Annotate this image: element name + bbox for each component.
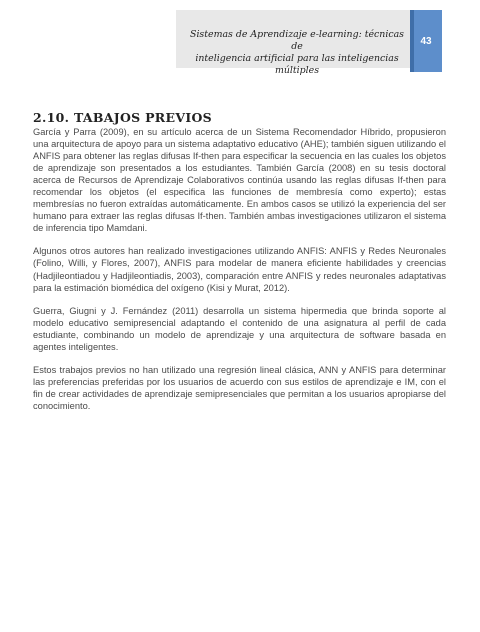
page-number: 43	[420, 36, 432, 47]
paragraph-1: García y Parra (2009), en su artículo acerca de un Sistema Recomendador Híbrido, propusieron una arquitectura de apoyo para un sistema adaptativo educativo (AHE); también siguen utilizando el ANFIS para obtener las reglas difusas If-then para especificar la secuencia en las cuales los objetos de aprendizaje son presentados a los estudiantes. También García (2008) en su tesis doctoral acerca de Recursos de Aprendizaje Colaborativos continúa usando las reglas difusas If-then para recomendar los objetos (el especifica las funciones de membresía como experto); estas membresías no fueron extraídas automáticamente. En ambos casos se utilizó la experiencia del ser humano para extraer las reglas difusas If-then. También ambas investigaciones utilizaron el sistema de inferencia tipo Mamdani.	[33, 127, 446, 234]
main-content	[33, 110, 446, 423]
paragraph-3: Guerra, Giugni y J. Fernández (2011) desarrolla un sistema hipermedia que brinda soporte al modelo educativo semipresencial adaptando el contenido de una asignatura al perfil de cada estudiante, combinando un modelo de aprendizaje y una arquitectura de software basada en agentes inteligentes.	[33, 305, 446, 352]
running-header-line-2: inteligencia artificial para las inteligencias múltiples	[195, 53, 399, 76]
section-heading: 2.10. TABAJOS PREVIOS	[33, 110, 212, 125]
paragraph-2: Algunos otros autores han realizado investigaciones utilizando ANFIS: ANFIS y Redes Neuronales (Folino, Willi, y Flores, 2007), ANFIS para modelar de manera eficiente habilidades y creencias (Hadjileontiadou y Hadjileontiadis, 2003), comparación entre ANFIS y redes neuronales adaptativas para la estimación biomédica del oxígeno (Kisi y Murat, 2012).	[33, 246, 446, 293]
running-header-line-1: Sistemas de Aprendizaje e-learning: técnicas de	[190, 29, 404, 52]
paragraph-4: Estos trabajos previos no han utilizado una regresión lineal clásica, ANN y ANFIS para determinar las preferencias preferidas por los usuarios de acuerdo con sus estilos de aprendizaje e IM, con el fin de crear actividades de aprendizaje semipresenciales que permitan a los usuarios apropiarse del conocimiento.	[33, 364, 446, 411]
running-header-title	[186, 29, 408, 77]
